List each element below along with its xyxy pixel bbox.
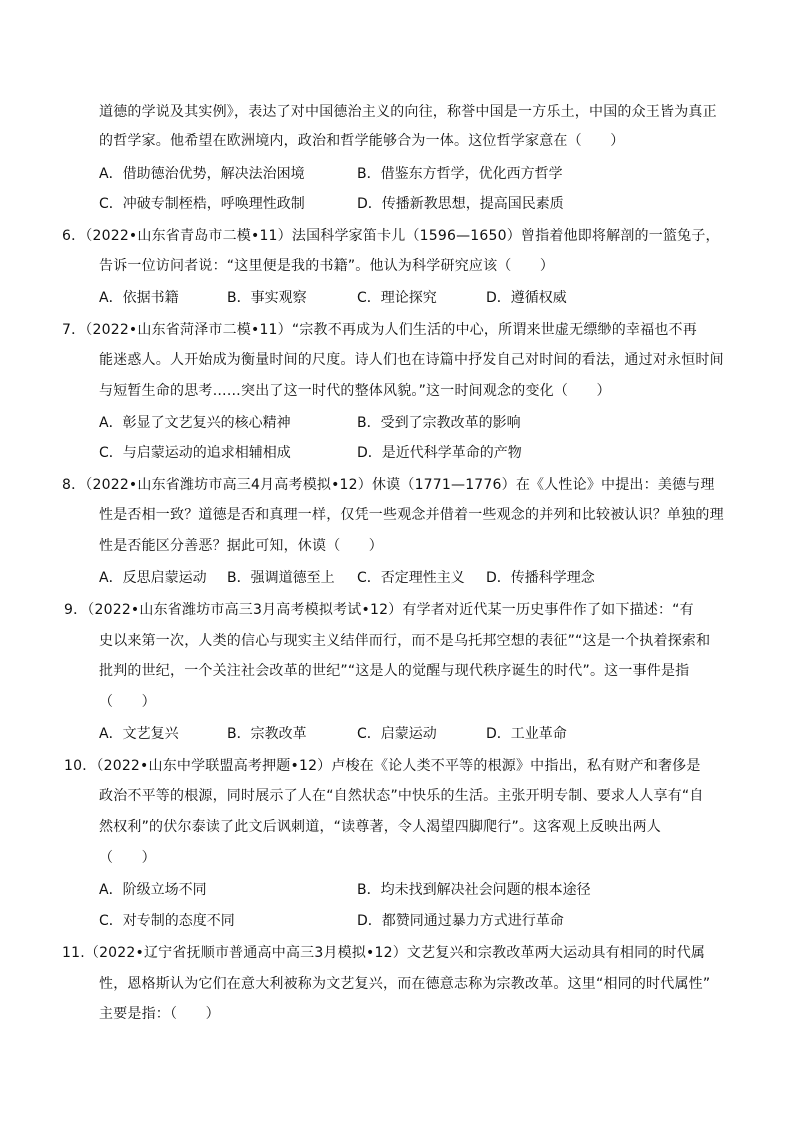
q6-line-1: 6．（2022•山东省青岛市二模•11）法国科学家笛卡儿（1596—1650）曾指着他即将解剖的一篮兔子，	[62, 228, 720, 244]
q10-line-1: 10．（2022•山东中学联盟高考押题•12）卢梭在《论人类不平等的根源》中指出，私有财产和奢侈是	[64, 758, 701, 774]
q5-option-b: B．借鉴东方哲学，优化西方哲学	[357, 166, 563, 182]
q11-line-1: 11.（2022•辽宁省抚顺市普通高中高三3月模拟•12）文艺复兴和宗教改革两大运动具有相同的时代属	[62, 945, 706, 961]
q5-option-c: C．冲破专制桎梏，呼唤理性政制	[99, 196, 305, 212]
q10-option-a: A．阶级立场不同	[99, 882, 207, 898]
q7-option-d: D．是近代科学革命的产物	[357, 445, 522, 461]
q6-option-b: B．事实观察	[227, 290, 307, 306]
q8-option-c: C．否定理性主义	[357, 570, 465, 586]
q7-option-b: B．受到了宗教改革的影响	[357, 415, 521, 431]
q6-line-2: 告诉一位访问者说：“这里便是我的书籍”。他认为科学研究应该（ ）	[99, 258, 555, 274]
q5-line-1: 道德的学说及其实例》，表达了对中国德治主义的向往，称誉中国是一方乐土，中国的众王皆为真正	[99, 104, 717, 120]
q7-line-2: 能迷惑人。人开始成为衡量时间的尺度。诗人们也在诗篇中抒发自己对时间的看法，通过对永恒时间	[99, 352, 724, 368]
q8-line-1: 8．（2022•山东省潍坊市高三4月高考模拟•12）休谟（1771—1776）在《人性论》中提出：美德与理	[62, 477, 715, 493]
q10-option-d: D．都赞同通过暴力方式进行革命	[357, 913, 564, 929]
q7-option-a: A．彰显了文艺复兴的核心精神	[99, 415, 291, 431]
q8-line-2: 性是否相一致？道德是否和真理一样，仅凭一些观念并借着一些观念的并列和比较被认识？单独的理	[99, 507, 724, 523]
q7-line-3: 与短暂生命的思考……突出了这一时代的整体风貌。”这一时间观念的变化（ ）	[99, 383, 611, 399]
q9-option-c: C．启蒙运动	[357, 726, 437, 742]
q8-line-3: 性是否能区分善恶？据此可知，休谟（ ）	[99, 538, 383, 554]
q10-line-4: （ ）	[99, 850, 156, 866]
q9-line-1: 9．（2022•山东省潍坊市高三3月高考模拟考试•12）有学者对近代某一历史事件作了如下描述：“有	[64, 602, 694, 618]
q11-line-3: 主要是指：（ ）	[99, 1006, 220, 1022]
q9-option-b: B．宗教改革	[227, 726, 307, 742]
q10-option-b: B．均未找到解决社会问题的根本途径	[357, 882, 591, 898]
q9-line-3: 批判的世纪，一个关注社会改革的世纪”“这是人的觉醒与现代秩序诞生的时代”。这一事件是指	[99, 663, 690, 679]
q6-option-d: D．遵循权威	[486, 290, 567, 306]
q9-line-4: （ ）	[99, 694, 156, 710]
q9-option-d: D．工业革命	[486, 726, 567, 742]
q7-line-1: 7．（2022•山东省菏泽市二模•11）“宗教不再成为人们生活的中心，所谓来世虚无缥缈的幸福也不再	[62, 322, 697, 338]
q10-line-2: 政治不平等的根源，同时展示了人在“自然状态”中快乐的生活。主张开明专制、要求人人享有“自	[99, 788, 704, 804]
q5-line-2: 的哲学家。他希望在欧洲境内，政治和哲学能够合为一体。这位哲学家意在（ ）	[99, 133, 625, 149]
q9-line-2: 史以来第一次，人类的信心与现实主义结伴而行，而不是乌托邦空想的表征”“这是一个执着探索和	[99, 633, 711, 649]
q5-option-a: A．借助德治优势，解决法治困境	[99, 166, 305, 182]
q8-option-b: B．强调道德至上	[227, 570, 335, 586]
q11-line-2: 性，恩格斯认为它们在意大利被称为文艺复兴，而在德意志称为宗教改革。这里“相同的时代属性”	[99, 976, 711, 992]
q7-option-c: C．与启蒙运动的追求相辅相成	[99, 445, 291, 461]
q9-option-a: A．文艺复兴	[99, 726, 179, 742]
q8-option-a: A．反思启蒙运动	[99, 570, 207, 586]
q10-option-c: C．对专制的态度不同	[99, 913, 235, 929]
q8-option-d: D．传播科学理念	[486, 570, 595, 586]
q6-option-a: A．依据书籍	[99, 290, 179, 306]
q6-option-c: C．理论探究	[357, 290, 437, 306]
q10-line-3: 然权利”的伏尔泰读了此文后讽刺道，“读尊著，令人渴望四脚爬行”。这客观上反映出两人	[99, 819, 661, 835]
q5-option-d: D．传播新教思想，提高国民素质	[357, 196, 564, 212]
